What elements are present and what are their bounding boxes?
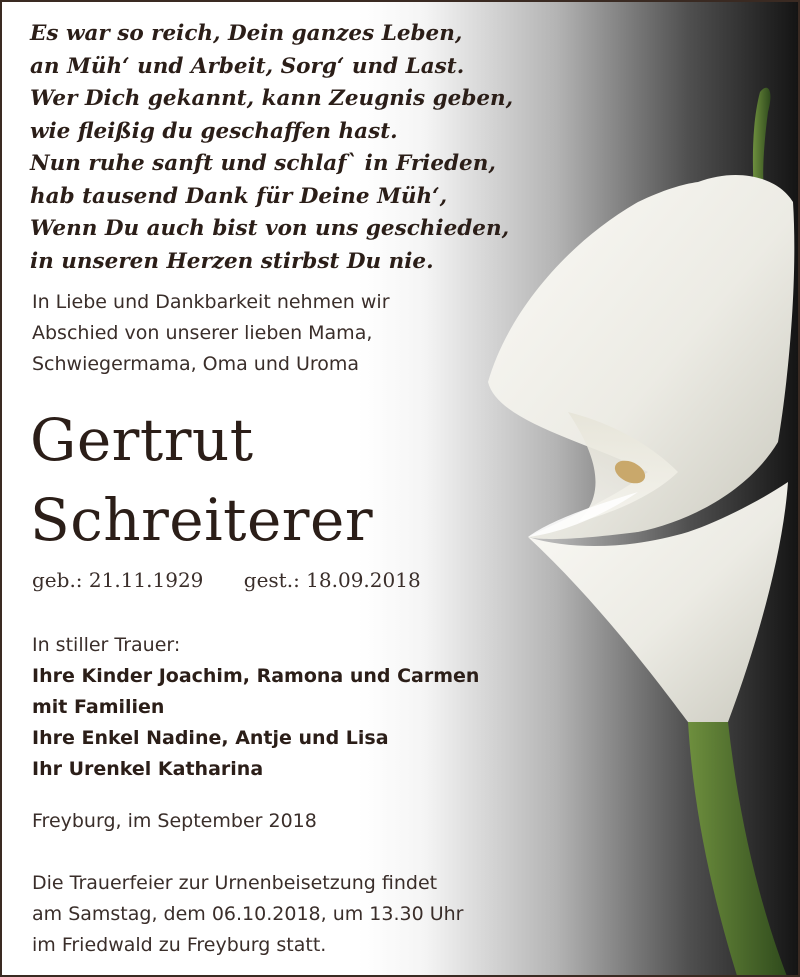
- deceased-name: [30, 400, 373, 560]
- last-name: Schreiterer: [30, 486, 374, 554]
- poem-line: wie fleißig du geschaffen hast.: [30, 118, 398, 144]
- mourners-lead: In stiller Trauer:: [32, 634, 181, 656]
- poem-line: in unseren Herzen stirbst Du nie.: [30, 248, 434, 274]
- poem-line: Es war so reich, Dein ganzes Leben,: [30, 21, 463, 46]
- birth-date: geb.: 21.11.1929: [32, 568, 204, 592]
- intro-line: In Liebe und Dankbarkeit nehmen wir: [32, 291, 390, 313]
- intro-line: Abschied von unserer lieben Mama,: [32, 322, 373, 344]
- mourner-line: mit Familien: [32, 696, 165, 718]
- intro-line: Schwiegermama, Oma und Uroma: [32, 353, 360, 375]
- ceremony-line: Die Trauerfeier zur Urnenbeisetzung findet: [32, 872, 438, 894]
- poem-line: Wer Dich gekannt, kann Zeugnis geben,: [30, 86, 514, 111]
- poem-line: Wenn Du auch bist von uns geschieden,: [30, 216, 510, 241]
- life-dates: [32, 568, 455, 592]
- poem-line: hab tausend Dank für Deine Müh‘,: [30, 183, 448, 209]
- calla-lily-icon: [488, 82, 798, 977]
- first-name: Gertrut: [30, 406, 254, 474]
- ceremony-line: am Samstag, dem 06.10.2018, um 13.30 Uhr: [32, 903, 464, 925]
- poem-line: an Müh‘ und Arbeit, Sorg‘ und Last.: [30, 53, 465, 79]
- mourner-line: Ihre Kinder Joachim, Ramona und Carmen: [32, 665, 480, 687]
- place-date: Freyburg, im September 2018: [32, 810, 317, 832]
- mourner-line: Ihre Enkel Nadine, Antje und Lisa: [32, 727, 389, 749]
- ceremony-line: im Friedwald zu Freyburg statt.: [32, 934, 327, 956]
- poem-line: Nun ruhe sanft und schlaf` in Frieden,: [30, 151, 496, 176]
- mourner-line: Ihr Urenkel Katharina: [32, 758, 264, 780]
- death-date: gest.: 18.09.2018: [243, 568, 421, 592]
- mourners-list: [32, 630, 479, 785]
- memorial-poem: [30, 18, 513, 278]
- ceremony-info: [32, 868, 463, 961]
- intro-text: [32, 287, 390, 380]
